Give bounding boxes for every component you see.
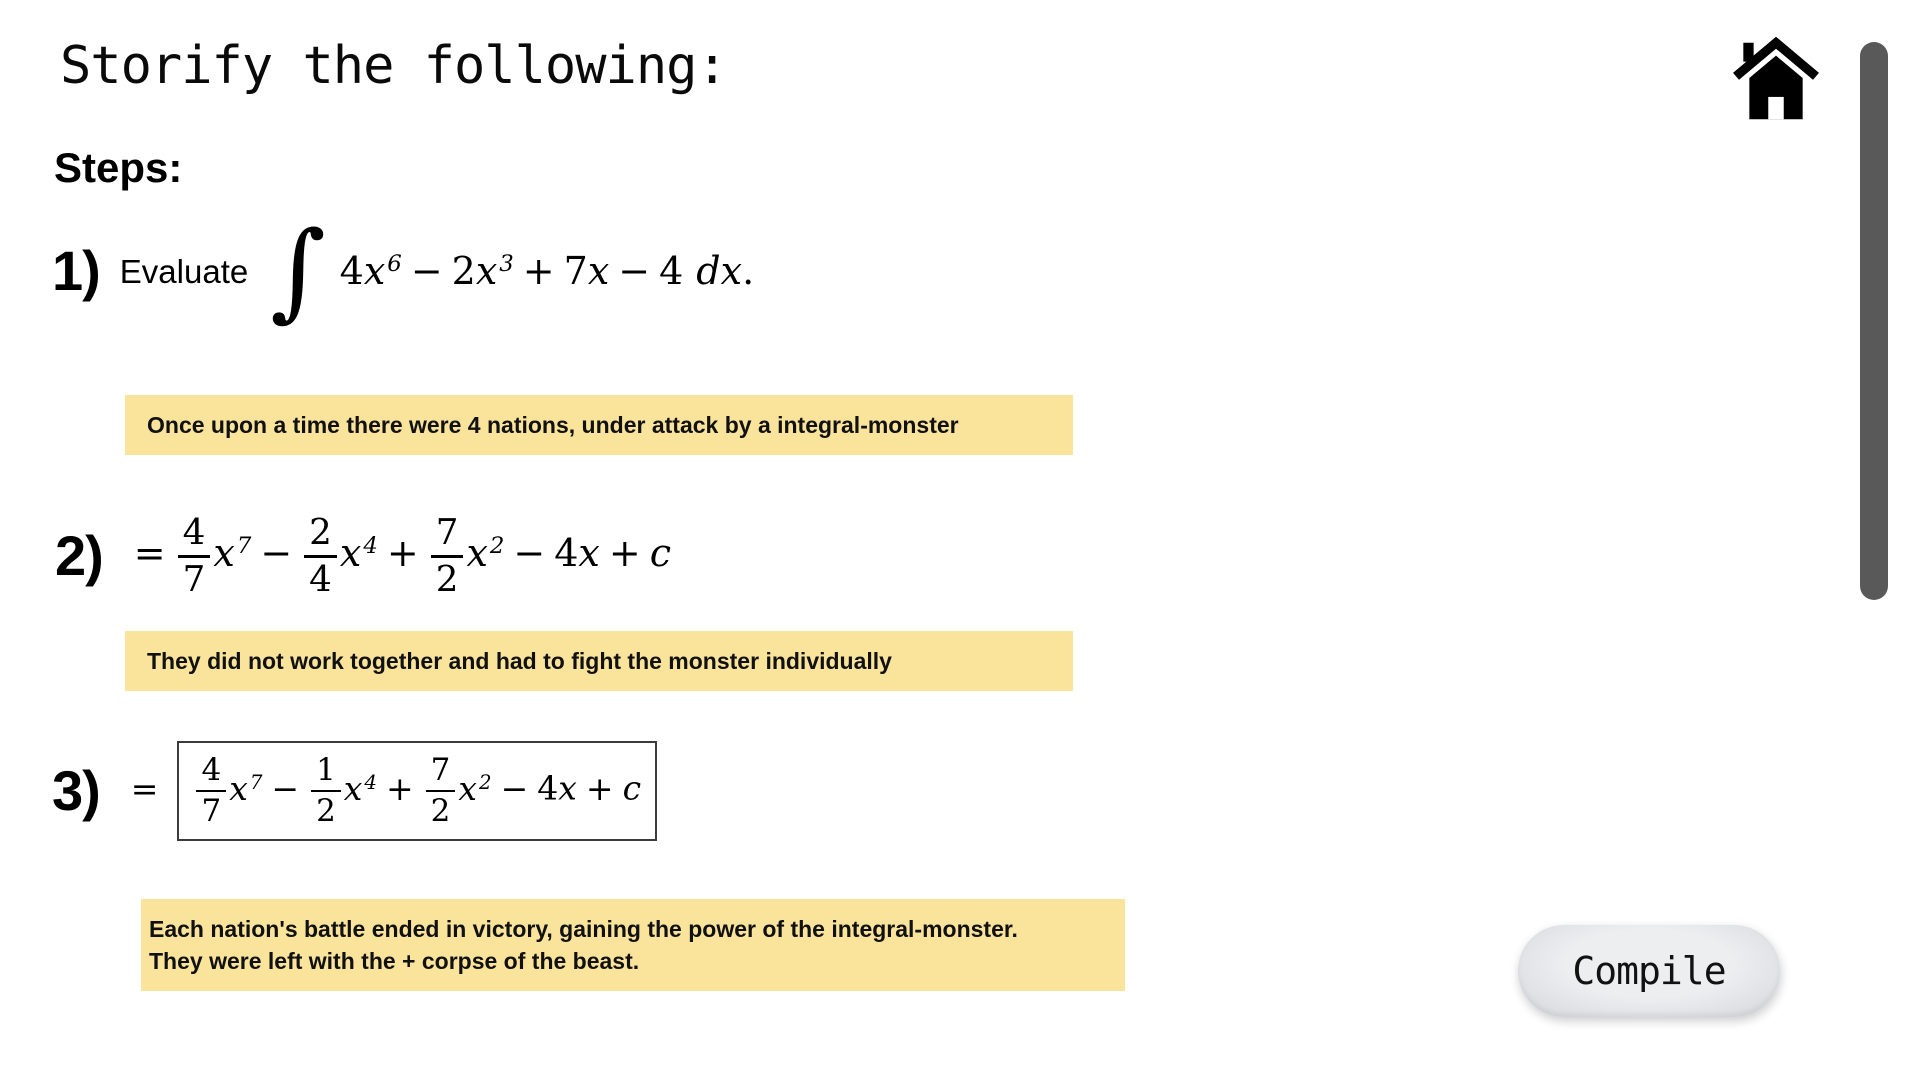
home-button[interactable] (1733, 34, 1819, 122)
fraction-numerator: 4 (201, 752, 222, 789)
fraction-numerator: 2 (309, 511, 332, 553)
math-superscript: 2 (489, 532, 505, 559)
math-superscript: 4 (364, 771, 378, 795)
math-token: x (558, 769, 577, 808)
math-token: = (130, 769, 159, 808)
note-line: They did not work together and had to fight the monster individually (147, 648, 892, 674)
fraction-denominator: 7 (196, 790, 226, 829)
math-token: c (622, 769, 642, 808)
math-token: $x^4$ (339, 530, 378, 575)
math-token: = (133, 530, 166, 575)
math-token: + (585, 769, 614, 808)
math-superscript: 3 (499, 251, 514, 278)
step-2-note (125, 631, 1073, 691)
fraction-denominator: 7 (178, 555, 211, 600)
fraction-denominator: 2 (426, 790, 456, 829)
math-token: + (386, 769, 414, 808)
fraction (178, 513, 211, 600)
math-token: − (618, 249, 651, 293)
step-3-equation (122, 741, 657, 840)
steps-heading: Steps: (54, 144, 183, 191)
step-1-label: 1) (52, 239, 100, 302)
scrollbar-thumb[interactable] (1860, 42, 1888, 600)
fraction-numerator: 4 (182, 511, 206, 553)
math-token: − (260, 530, 293, 575)
fraction (304, 513, 337, 600)
step-1-prefix: Evaluate (119, 252, 249, 290)
step-3-row (52, 742, 657, 840)
note-line: They were left with the + corpse of the beast. (149, 948, 640, 974)
math-token: . (742, 249, 755, 293)
math-token: x (578, 530, 600, 575)
math-token: $x^2$ (466, 530, 505, 575)
fraction-numerator: 7 (430, 752, 451, 789)
fraction-denominator: 2 (311, 790, 341, 829)
step-3-note (141, 899, 1125, 991)
math-token: $x^3$ (475, 249, 514, 293)
math-token: − (410, 249, 443, 293)
math-token: + (386, 530, 419, 575)
math-superscript: 7 (236, 532, 252, 559)
step-1-row (52, 208, 755, 333)
compile-button[interactable]: Compile (1518, 925, 1780, 1017)
fraction (311, 753, 341, 828)
math-token: − (271, 769, 300, 808)
math-token: − (513, 530, 546, 575)
step-2-label: 2) (55, 524, 103, 587)
math-superscript: 6 (387, 251, 402, 278)
fraction-denominator: 2 (431, 555, 464, 600)
math-superscript: 2 (479, 771, 492, 795)
math-superscript: 7 (249, 771, 263, 795)
fraction-numerator: 1 (316, 752, 336, 789)
math-token: + (522, 249, 555, 293)
step-3-label: 3) (52, 759, 100, 822)
math-token: 4 (537, 769, 559, 808)
math-token: $x^6$ (363, 249, 402, 293)
math-token: 2 (451, 249, 476, 293)
fraction (196, 753, 226, 828)
boxed-answer (177, 741, 657, 840)
step-2-equation (125, 513, 671, 600)
math-token: 4 (659, 249, 684, 293)
math-token: 7 (563, 249, 588, 293)
page-title: Storify the following: (60, 36, 727, 96)
home-icon (1733, 34, 1819, 122)
math-token: x $^4$ (343, 769, 378, 808)
math-token: − (500, 769, 529, 808)
math-token: + (608, 530, 641, 575)
math-token: c (649, 530, 671, 575)
fraction (426, 753, 456, 828)
math-token: x (587, 249, 610, 293)
math-superscript: 4 (363, 532, 378, 559)
math-token: 4 (339, 249, 364, 293)
step-1-note (125, 395, 1073, 455)
math-token: x $^7$ (229, 769, 263, 808)
step-1-equation: ∫ $4x^6 - 2x^3 + 7x - 4$ dx. (270, 208, 755, 333)
fraction (431, 513, 464, 600)
math-token: $x^7$ (213, 530, 252, 575)
fraction-numerator: 7 (435, 511, 459, 553)
step-2-row (55, 505, 671, 607)
note-line: Once upon a time there were 4 nations, under attack by a integral-monster (147, 412, 959, 438)
math-token: dx (696, 249, 743, 293)
fraction-denominator: 4 (304, 555, 337, 600)
note-line: Each nation's battle ended in victory, gaining the power of the integral-monster. (149, 916, 1018, 942)
math-token: 4 (554, 530, 579, 575)
math-token: x $^2$ (458, 769, 492, 808)
